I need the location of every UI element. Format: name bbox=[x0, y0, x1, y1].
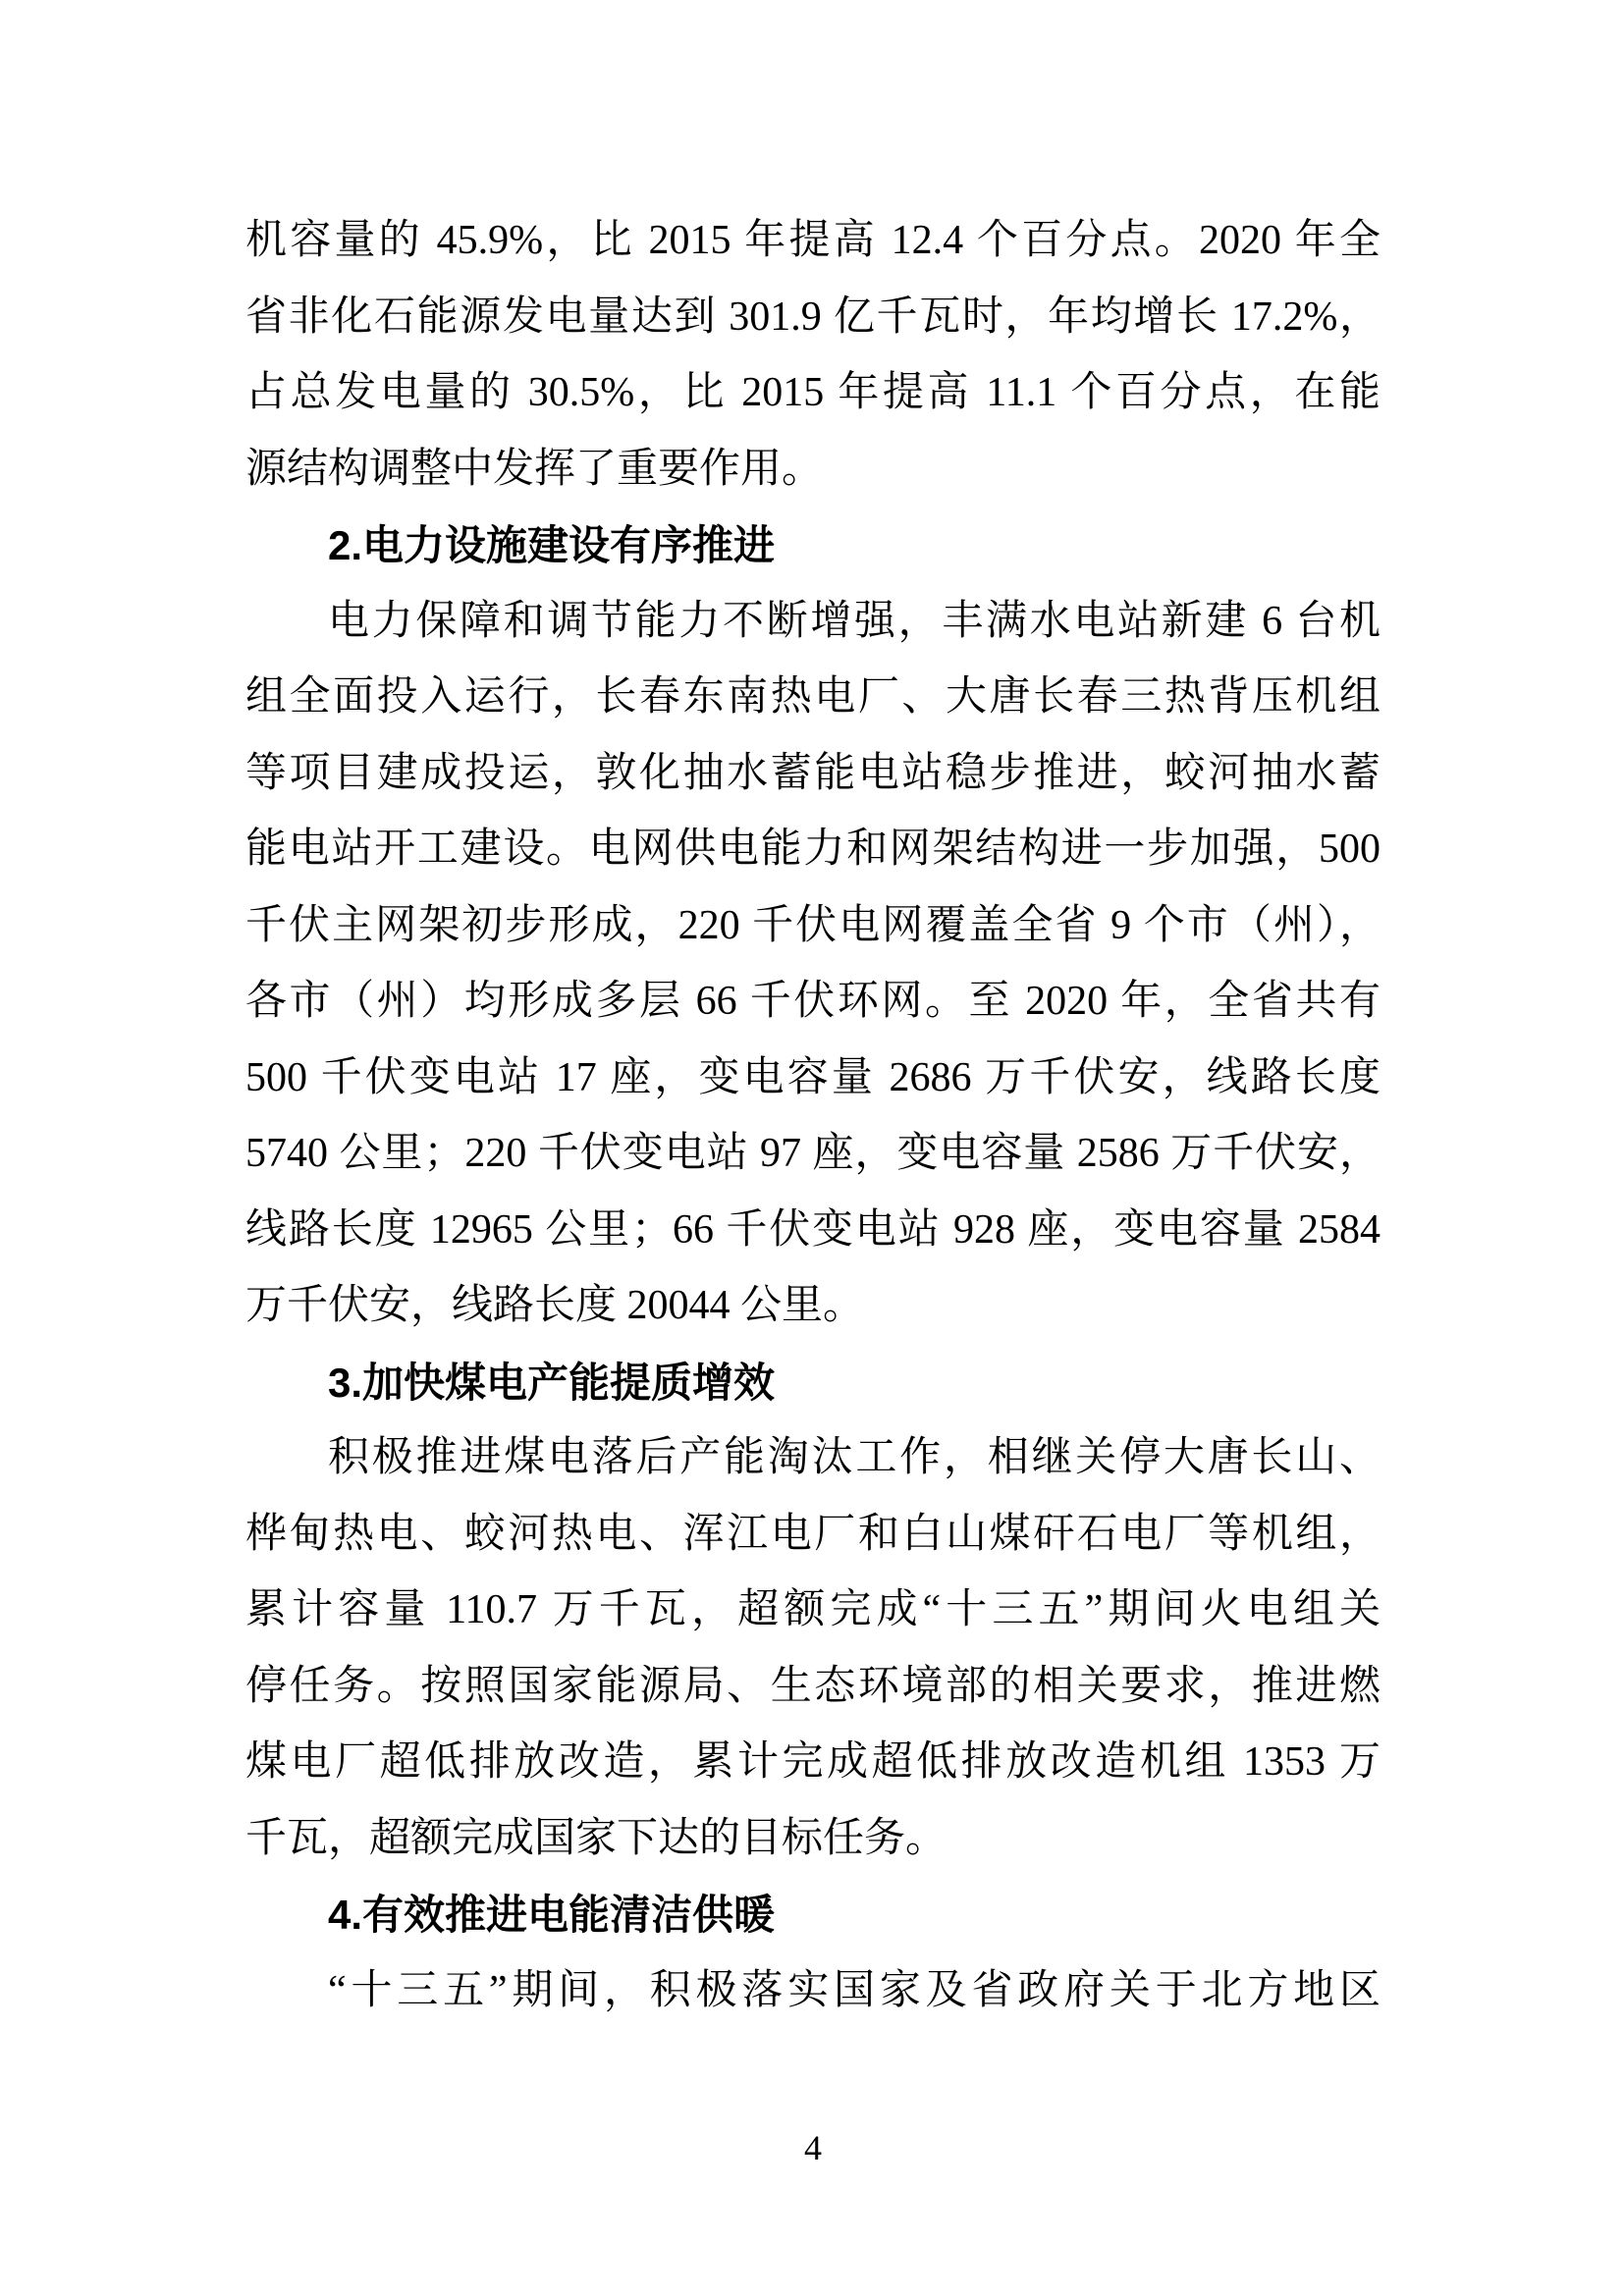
text-line: 停任务。按照国家能源局、生态环境部的相关要求，推进燃 bbox=[245, 1663, 1380, 1709]
text-line: 累计容量 110.7 万千瓦，超额完成“十三五”期间火电组关 bbox=[245, 1587, 1380, 1632]
section-heading: 4.有效推进电能清洁供暖 bbox=[328, 1892, 776, 1938]
text-line: 占总发电量的 30.5%，比 2015 年提高 11.1 个百分点，在能 bbox=[245, 370, 1380, 415]
text-line: 500 千伏变电站 17 座，变电容量 2686 万千伏安，线路长度 bbox=[245, 1054, 1380, 1100]
text-line: 省非化石能源发电量达到 301.9 亿千瓦时，年均增长 17.2%， bbox=[245, 294, 1380, 340]
text-line: 千伏主网架初步形成，220 千伏电网覆盖全省 9 个市（州）， bbox=[245, 902, 1380, 948]
text-line: 5740 公里；220 千伏变电站 97 座，变电容量 2586 万千伏安， bbox=[245, 1131, 1380, 1176]
text-line: 千瓦，超额完成国家下达的目标任务。 bbox=[245, 1815, 947, 1861]
section-heading: 2.电力设施建设有序推进 bbox=[328, 522, 776, 568]
section-heading: 3.加快煤电产能提质增效 bbox=[328, 1359, 776, 1406]
text-line: 机容量的 45.9%，比 2015 年提高 12.4 个百分点。2020 年全 bbox=[245, 218, 1380, 263]
document-body bbox=[245, 203, 1380, 2029]
text-line: 能电站开工建设。电网供电能力和网架结构进一步加强，500 bbox=[245, 827, 1380, 872]
page-footer bbox=[245, 2128, 1380, 2167]
text-line: 万千伏安，线路长度 20044 公里。 bbox=[245, 1283, 865, 1328]
text-line: 线路长度 12965 公里；66 千伏变电站 928 座，变电容量 2584 bbox=[245, 1206, 1380, 1253]
text-line: 组全面投入运行，长春东南热电厂、大唐长春三热背压机组 bbox=[245, 674, 1380, 720]
text-line: 桦甸热电、蛟河热电、浑江电厂和白山煤矸石电厂等机组， bbox=[245, 1511, 1380, 1557]
text-line: 源结构调整中发挥了重要作用。 bbox=[245, 446, 824, 492]
text-line: 煤电厂超低排放改造，累计完成超低排放改造机组 1353 万 bbox=[245, 1739, 1380, 1785]
text-line: “十三五”期间，积极落实国家及省政府关于北方地区 bbox=[328, 1967, 1380, 2013]
text-line: 各市（州）均形成多层 66 千伏环网。至 2020 年，全省共有 bbox=[245, 979, 1380, 1024]
text-line: 等项目建成投运，敦化抽水蓄能电站稳步推进，蛟河抽水蓄 bbox=[245, 750, 1380, 796]
text-line: 积极推进煤电落后产能淘汰工作，相继关停大唐长山、 bbox=[328, 1435, 1380, 1480]
text-line: 电力保障和调节能力不断增强，丰满水电站新建 6 台机 bbox=[328, 598, 1380, 644]
page-number: 4 bbox=[804, 2128, 822, 2167]
